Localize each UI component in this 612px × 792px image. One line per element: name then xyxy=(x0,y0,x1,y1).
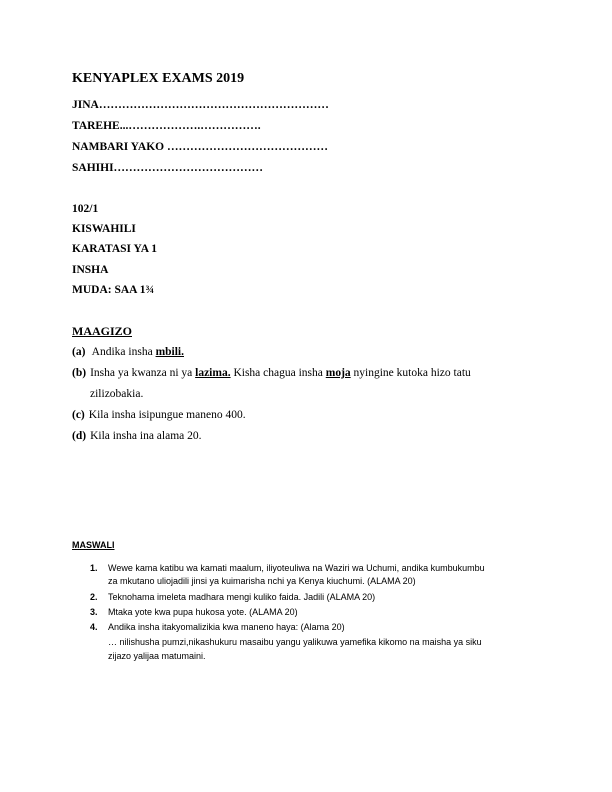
instruction-d-label: (d) xyxy=(72,430,87,442)
question-1-line-1: Wewe kama katibu wa kamati maalum, iliyoteuliwa na Waziri wa Uchumi, andika kumbukumbu xyxy=(108,563,485,573)
paper-code: 102/1 xyxy=(72,203,99,215)
exam-title: KENYAPLEX EXAMS 2019 xyxy=(72,71,245,86)
question-2-number: 2. xyxy=(90,592,98,602)
question-4-line-1: Andika insha itakyomalizikia kwa maneno haya: (Alama 20) xyxy=(108,622,345,632)
questions-heading: MASWALI xyxy=(72,540,115,550)
paper-section: INSHA xyxy=(72,264,109,276)
instruction-b-emphasis-1: lazima. xyxy=(195,367,231,379)
instruction-b-text-1: Insha ya kwanza ni ya xyxy=(90,367,196,379)
instruction-c-label: (c) xyxy=(72,409,85,421)
instruction-b-text-3: nyingine kutoka hizo tatu xyxy=(350,367,471,379)
instruction-a-text: Andika insha xyxy=(91,346,156,358)
name-field: JINA…………………………………………………… xyxy=(72,99,329,111)
paper-number: KARATASI YA 1 xyxy=(72,243,157,255)
question-1-line-2: za mkutano uliojadili jinsi ya kuimarisha nchi ya Kenya kiuchumi. (ALAMA 20) xyxy=(108,576,416,586)
instruction-c-text: Kila insha isipungue maneno 400. xyxy=(88,409,246,421)
instruction-b xyxy=(72,367,471,379)
instruction-a-emphasis: mbili. xyxy=(155,346,184,358)
instruction-d xyxy=(72,430,202,442)
instruction-c xyxy=(72,409,246,421)
question-1 xyxy=(90,563,485,573)
question-2 xyxy=(90,592,375,602)
question-3 xyxy=(90,607,298,617)
instruction-b-label: (b) xyxy=(72,367,87,379)
question-2-line-1: Teknohama imeleta madhara mengi kuliko faida. Jadili (ALAMA 20) xyxy=(108,592,376,602)
instruction-b-continuation: zilizobakia. xyxy=(90,388,144,400)
paper-time: MUDA: SAA 1¾ xyxy=(72,284,155,296)
question-4 xyxy=(90,622,345,632)
instruction-a xyxy=(72,346,184,358)
question-4-number: 4. xyxy=(90,622,98,632)
date-field: TAREHE...……………….……………. xyxy=(72,120,261,132)
paper-subject: KISWAHILI xyxy=(72,223,136,235)
question-4-line-3: zijazo yalijaa matumaini. xyxy=(108,651,206,661)
question-4-line-2: … nilishusha pumzi,nikashukuru masaibu yangu yalikuwa yamefika kikomo na maisha ya siku xyxy=(108,637,482,647)
instruction-b-text-2: Kisha chagua insha xyxy=(230,367,326,379)
question-3-number: 3. xyxy=(90,607,98,617)
question-1-number: 1. xyxy=(90,563,98,573)
signature-field: SAHIHI………………………………… xyxy=(72,162,264,174)
question-3-line-1: Mtaka yote kwa pupa hukosa yote. (ALAMA 20) xyxy=(108,607,298,617)
instruction-a-label: (a) xyxy=(72,346,86,358)
instruction-b-emphasis-2: moja xyxy=(325,367,351,379)
instruction-d-text: Kila insha ina alama 20. xyxy=(90,430,202,442)
number-field: NAMBARI YAKO …………………………………… xyxy=(72,141,328,153)
instructions-heading: MAAGIZO xyxy=(72,324,132,338)
